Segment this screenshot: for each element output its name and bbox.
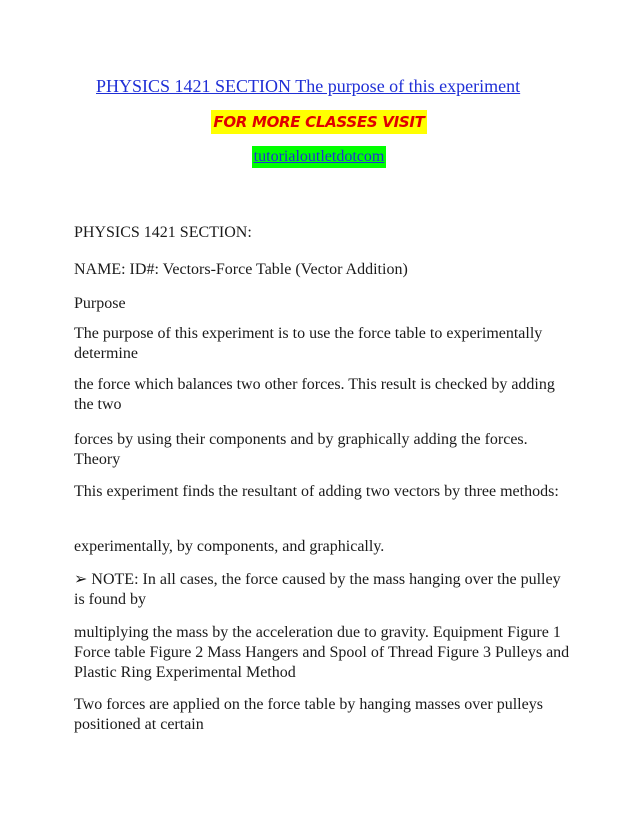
note-paragraph bbox=[74, 570, 574, 610]
paragraph-purpose: The purpose of this experiment is to use the force table to experimentally determine bbox=[74, 325, 543, 362]
document-title-link[interactable]: PHYSICS 1421 SECTION The purpose of this experiment bbox=[96, 76, 521, 96]
paragraph-components: forces by using their components and by graphically adding the forces. Theory bbox=[74, 431, 528, 468]
paragraph-equipment: multiplying the mass by the acceleration due to gravity. Equipment Figure 1 Force table Figure 2 Mass Hangers and Spool of Thread Figure 3 Pulleys and Plastic Ring Experimental Method bbox=[74, 624, 570, 681]
paragraph-methods: experimentally, by components, and graphically. bbox=[74, 538, 385, 555]
purpose-heading: Purpose bbox=[74, 295, 126, 312]
note-text: NOTE: In all cases, the force caused by the mass hanging over the pulley is found by bbox=[74, 571, 561, 608]
paragraph-balance: the force which balances two other forces. This result is checked by adding the two bbox=[74, 376, 555, 413]
section-line: PHYSICS 1421 SECTION: bbox=[74, 224, 252, 241]
name-line: NAME: ID#: Vectors-Force Table (Vector Addition) bbox=[74, 261, 408, 278]
promo-text: FOR MORE CLASSES VISIT bbox=[211, 110, 426, 134]
promo-banner bbox=[0, 110, 638, 135]
site-link[interactable]: tutorialoutletdotcom bbox=[252, 146, 387, 168]
arrow-bullet-icon: ➢ bbox=[74, 571, 88, 588]
paragraph-two-forces: Two forces are applied on the force table by hanging masses over pulleys positioned at certain bbox=[74, 696, 543, 733]
paragraph-resultant: This experiment finds the resultant of adding two vectors by three methods: bbox=[74, 483, 559, 500]
site-link-wrapper bbox=[0, 146, 638, 168]
